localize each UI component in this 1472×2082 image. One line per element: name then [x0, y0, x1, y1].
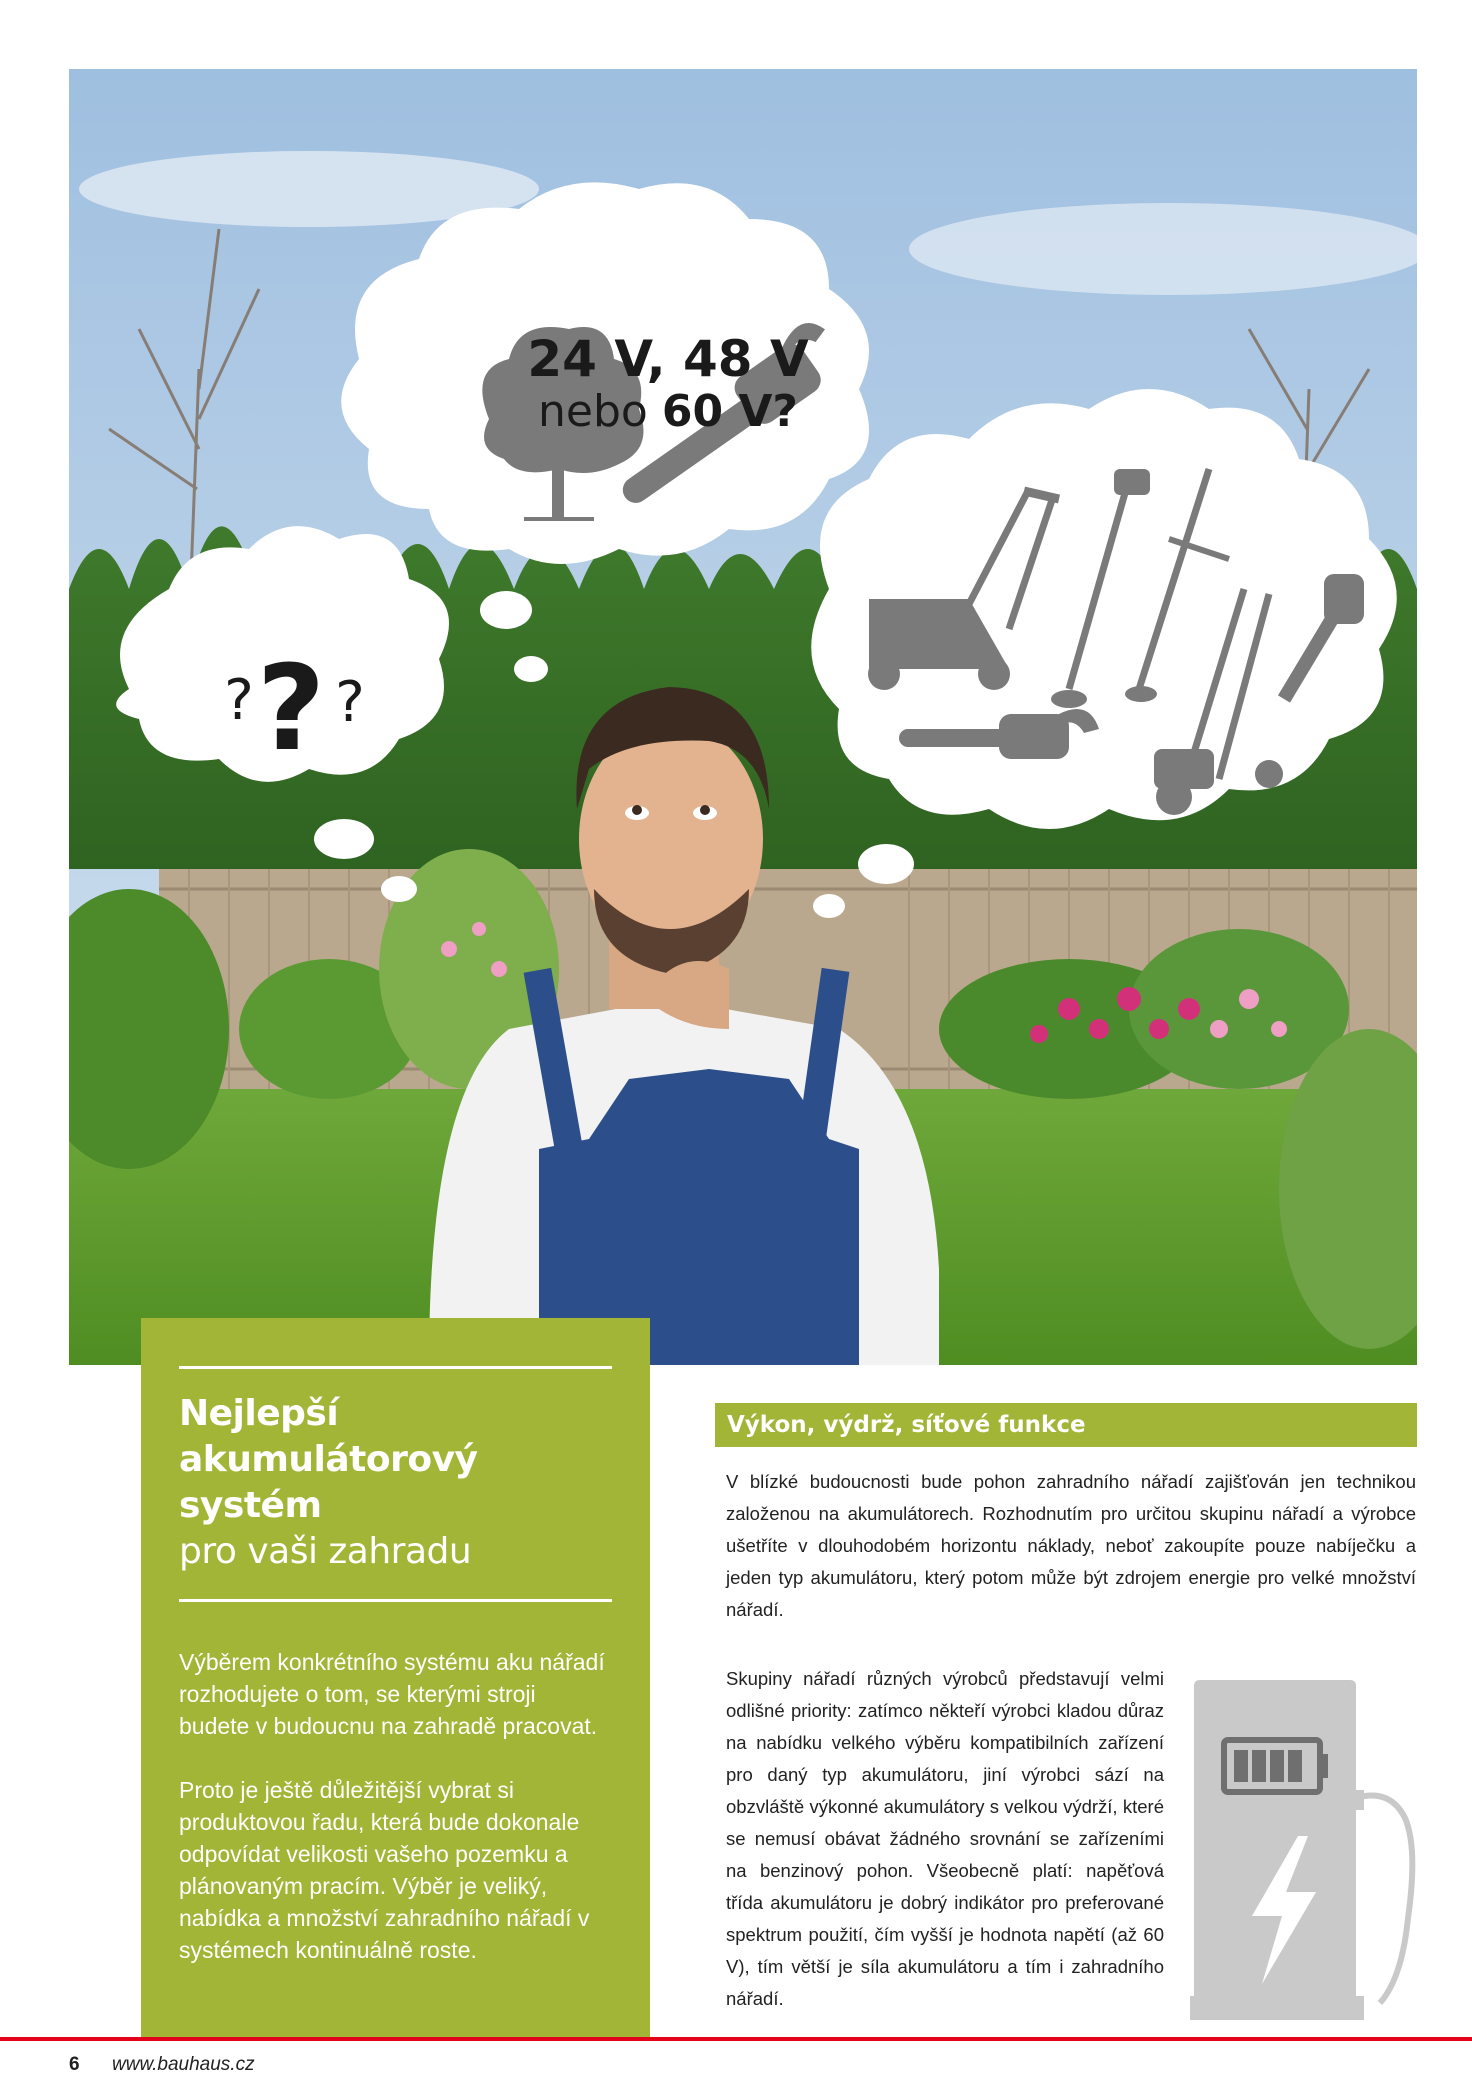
question-mark-icon: ? — [224, 668, 254, 733]
question-mark-icon: ? — [335, 670, 365, 735]
intro-box — [141, 1318, 650, 2040]
voltage-question — [463, 331, 873, 436]
hero-image — [69, 69, 1417, 1365]
voltage-line-2-bold: 60 V? — [661, 386, 798, 437]
section-paragraph-2: Skupiny nářadí různých výrobců představují velmi odlišné priority: zatímco někteří výrobci kladou důraz na nabídku velkého výběru kompatibilních zařízení pro daný typ akumulátoru, jiní výrobci sází na obzvláště výkonné akumulátory s velkou výdrží, které se nemusí obávat žádného srovnání se zařízeními na benzinový pohon. Všeobecně platí: napěťová třída akumulátoru je dobrý indikátor pro preferované spektrum použití, čím vyšší je hodnota napětí (až 60 V), tím větší je síla akumulátoru a tím i zahradního nářadí. — [726, 1668, 1164, 2009]
footer-rule — [0, 2037, 1472, 2041]
footer-link[interactable]: www.bauhaus.cz — [112, 2054, 255, 2075]
intro-title-line-3: systém — [179, 1485, 322, 1526]
section-paragraph-1: V blízké budoucnosti bude pohon zahradního nářadí zajišťován jen technikou založenou na akumulátorech. Rozhodnutím pro určitou skupinu nářadí a výrobce ušetříte v dlouhodobém horizontu náklady, neboť zakoupíte pouze nabíječku a jeden typ akumulátoru, který potom může být zdrojem energie pro velké množství nářadí. — [726, 1471, 1416, 1620]
divider — [179, 1366, 612, 1369]
intro-paragraph-1: Výběrem konkrétního systému aku nářadí rozhodujete o tom, se kterými stroji budete v budoucnu na zahradě pracovat. — [179, 1649, 605, 1739]
charging-station-icon — [1190, 1678, 1430, 2027]
voltage-line-2-prefix: nebo — [538, 386, 662, 437]
divider — [179, 1599, 612, 1602]
intro-title — [179, 1391, 612, 1575]
voltage-line-2 — [463, 387, 873, 436]
voltage-line-1: 24 V, 48 V — [527, 330, 809, 388]
page-number: 6 — [69, 2054, 80, 2075]
question-mark-icon: ? — [256, 639, 326, 777]
section-heading: Výkon, výdrž, síťové funkce — [715, 1403, 1417, 1447]
intro-title-subline: pro vaši zahradu — [179, 1531, 472, 1572]
intro-title-line-1: Nejlepší — [179, 1393, 339, 1434]
intro-paragraph-2: Proto je ještě důležitější vybrat si produktovou řadu, která bude dokonale odpovídat velikosti vašeho pozemku a plánovaným pracím. Výběr je veliký, nabídka a množství zahradního nářadí v systémech kontinuálně roste. — [179, 1777, 590, 1963]
intro-title-line-2: akumulátorový — [179, 1439, 478, 1480]
